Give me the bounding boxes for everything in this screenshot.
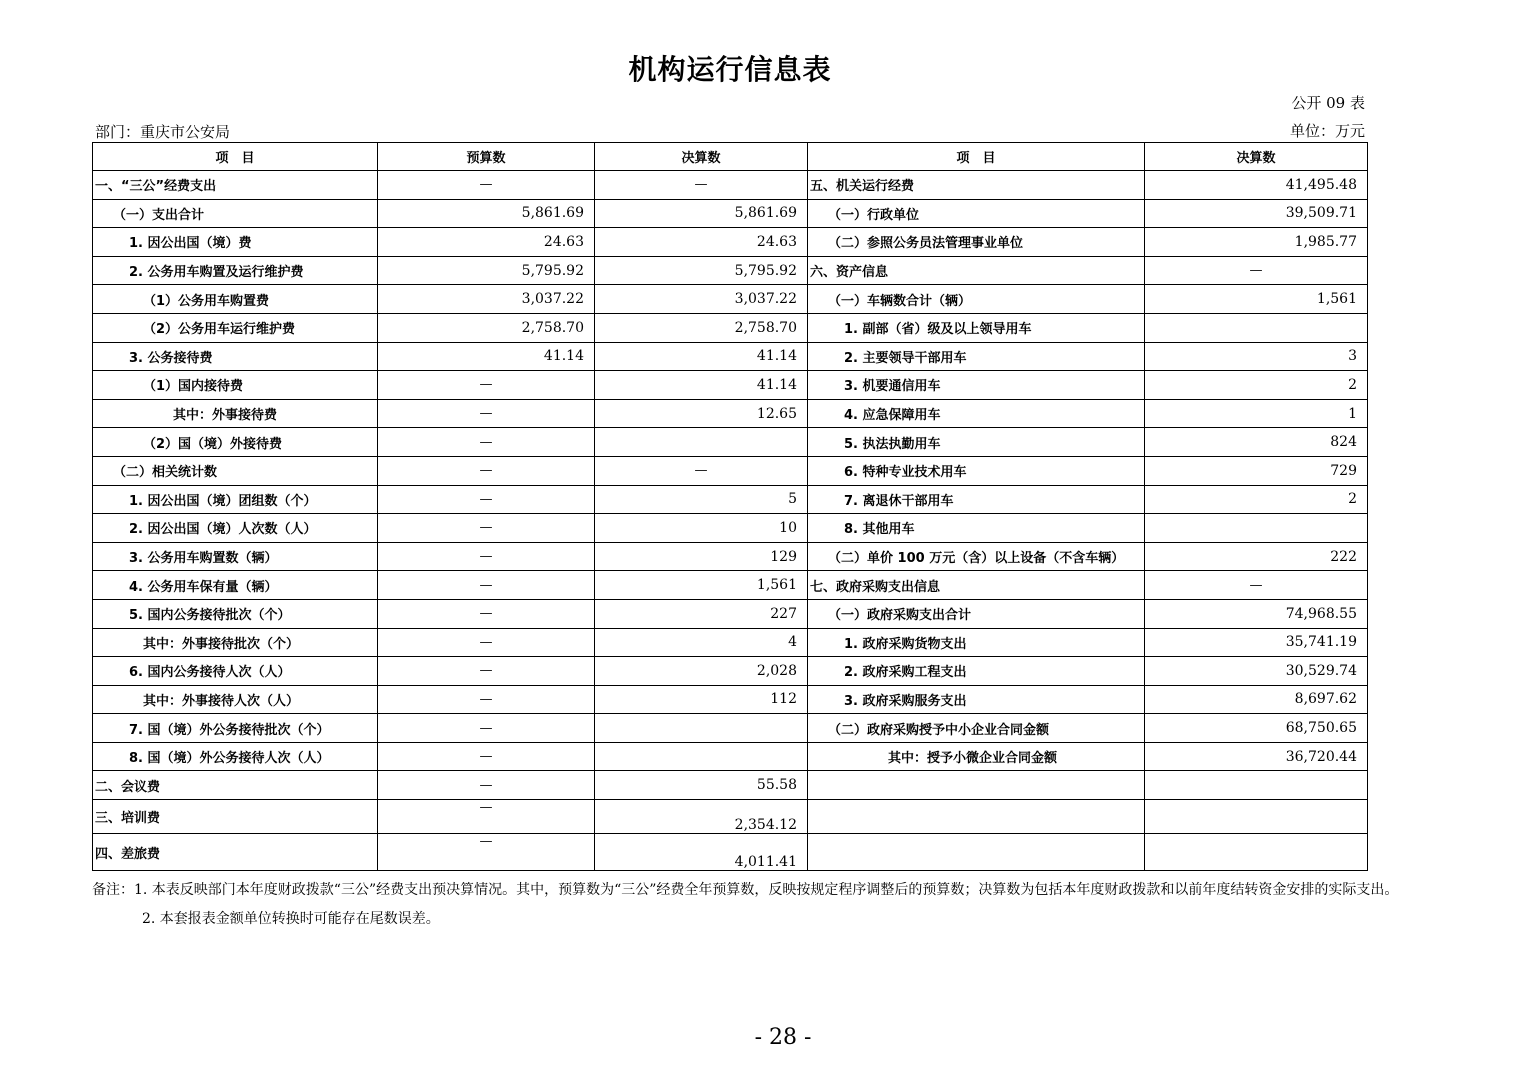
note-1: 备注：1. 本表反映部门本年度财政拨款“三公”经费支出预决算情况。其中，预算数为“三公”经费全年预算数，反映按规定程序调整后的预算数；决算数为包括本年度财政拨款和以前年度结转资金安排的实际支出。: [92, 882, 1399, 898]
right-final-cell: 74,968.55: [1145, 599, 1368, 628]
left-final-cell: 55.58: [595, 771, 808, 800]
table-row: [93, 657, 1368, 686]
left-budget-cell: —: [378, 514, 595, 543]
left-final-cell: [595, 742, 808, 771]
right-item-label: 七、政府采购支出信息: [808, 571, 1145, 600]
left-final-cell: 24.63: [595, 228, 808, 257]
left-budget-cell: —: [378, 542, 595, 571]
left-budget-cell: —: [378, 485, 595, 514]
left-budget-cell: —: [378, 456, 595, 485]
right-item-label: 2. 政府采购工程支出: [808, 657, 1145, 686]
page-number: - 28 -: [754, 1025, 812, 1050]
right-item-label: 六、资产信息: [808, 256, 1145, 285]
right-item-label: 1. 副部（省）级及以上领导用车: [808, 313, 1145, 342]
table-row: [93, 514, 1368, 543]
left-item-label: 3. 公务接待费: [93, 342, 378, 371]
table-row: [93, 485, 1368, 514]
right-final-cell: 68,750.65: [1145, 714, 1368, 743]
left-final-cell: 112: [595, 685, 808, 714]
right-final-cell: 1: [1145, 399, 1368, 428]
table-row: [93, 542, 1368, 571]
left-item-label: 其中：外事接待费: [93, 399, 378, 428]
table-row: [93, 714, 1368, 743]
right-final-cell: [1145, 771, 1368, 800]
left-budget-cell: —: [378, 371, 595, 400]
table-row: [93, 599, 1368, 628]
left-budget-cell: —: [378, 399, 595, 428]
right-item-label: 3. 政府采购服务支出: [808, 685, 1145, 714]
left-final-cell: 10: [595, 514, 808, 543]
right-item-label: 五、机关运行经费: [808, 171, 1145, 200]
left-final-cell: 2,758.70: [595, 313, 808, 342]
left-final-cell: [595, 428, 808, 457]
left-item-label: （2）国（境）外接待费: [93, 428, 378, 457]
left-final-cell: 227: [595, 599, 808, 628]
left-budget-cell: —: [378, 571, 595, 600]
left-item-label: 二、会议费: [93, 771, 378, 800]
right-item-label: [808, 834, 1145, 871]
table-row: [93, 399, 1368, 428]
right-item-label: 1. 政府采购货物支出: [808, 628, 1145, 657]
right-final-cell: [1145, 800, 1368, 834]
left-item-label: 四、差旅费: [93, 834, 378, 871]
table-row: [93, 285, 1368, 314]
right-item-label: 其中：授予小微企业合同金额: [808, 742, 1145, 771]
left-item-label: （2）公务用车运行维护费: [93, 313, 378, 342]
right-item-label: （一）政府采购支出合计: [808, 599, 1145, 628]
left-budget-cell: —: [378, 742, 595, 771]
left-item-label: 其中：外事接待人次（人）: [93, 685, 378, 714]
header-item: 项 目: [93, 143, 378, 171]
right-item-label: （一）车辆数合计（辆）: [808, 285, 1145, 314]
left-final-cell: —: [595, 456, 808, 485]
right-final-cell: 30,529.74: [1145, 657, 1368, 686]
right-final-cell: 824: [1145, 428, 1368, 457]
left-item-label: 4. 公务用车保有量（辆）: [93, 571, 378, 600]
header-budget: 预算数: [378, 143, 595, 171]
left-item-label: （一）支出合计: [93, 199, 378, 228]
header-final-right: 决算数: [1145, 143, 1368, 171]
left-final-cell: [595, 714, 808, 743]
left-budget-cell: 3,037.22: [378, 285, 595, 314]
left-final-cell: 129: [595, 542, 808, 571]
left-final-cell: 3,037.22: [595, 285, 808, 314]
left-budget-cell: 41.14: [378, 342, 595, 371]
table-row: [93, 342, 1368, 371]
left-budget-cell: —: [378, 171, 595, 200]
right-final-cell: 35,741.19: [1145, 628, 1368, 657]
right-final-cell: 3: [1145, 342, 1368, 371]
left-item-label: 一、“三公”经费支出: [93, 171, 378, 200]
right-final-cell: 36,720.44: [1145, 742, 1368, 771]
table-row: [93, 834, 1368, 871]
note-2: 2. 本套报表金额单位转换时可能存在尾数误差。: [142, 911, 440, 927]
right-final-cell: [1145, 313, 1368, 342]
left-final-cell: —: [595, 171, 808, 200]
right-final-cell: 1,561: [1145, 285, 1368, 314]
header-final: 决算数: [595, 143, 808, 171]
right-final-cell: 1,985.77: [1145, 228, 1368, 257]
left-item-label: 5. 国内公务接待批次（个）: [93, 599, 378, 628]
unit-label: 单位：万元: [1289, 122, 1365, 140]
right-final-cell: 222: [1145, 542, 1368, 571]
left-budget-cell: —: [378, 714, 595, 743]
left-item-label: （1）国内接待费: [93, 371, 378, 400]
right-item-label: 6. 特种专业技术用车: [808, 456, 1145, 485]
right-item-label: 3. 机要通信用车: [808, 371, 1145, 400]
left-budget-cell: 24.63: [378, 228, 595, 257]
table-row: [93, 199, 1368, 228]
right-final-cell: 2: [1145, 371, 1368, 400]
right-item-label: 7. 离退休干部用车: [808, 485, 1145, 514]
right-item-label: （一）行政单位: [808, 199, 1145, 228]
left-final-cell: 41.14: [595, 342, 808, 371]
right-final-cell: 2: [1145, 485, 1368, 514]
table-row: [93, 428, 1368, 457]
right-final-cell: [1145, 834, 1368, 871]
table-row: [93, 456, 1368, 485]
left-item-label: 7. 国（境）外公务接待批次（个）: [93, 714, 378, 743]
left-item-label: （二）相关统计数: [93, 456, 378, 485]
right-item-label: 5. 执法执勤用车: [808, 428, 1145, 457]
left-budget-cell: 5,795.92: [378, 256, 595, 285]
table-row: [93, 256, 1368, 285]
table-row: [93, 771, 1368, 800]
right-item-label: [808, 771, 1145, 800]
left-item-label: 三、培训费: [93, 800, 378, 834]
table-row: [93, 628, 1368, 657]
table-row: [93, 228, 1368, 257]
left-item-label: 1. 因公出国（境）费: [93, 228, 378, 257]
form-number: 公开 09 表: [1291, 94, 1365, 112]
info-table: [92, 142, 1368, 871]
left-budget-cell: 2,758.70: [378, 313, 595, 342]
page-title: 机构运行信息表: [628, 53, 832, 86]
left-item-label: （1）公务用车购置费: [93, 285, 378, 314]
left-budget-cell: —: [378, 800, 595, 834]
table-row: [93, 800, 1368, 834]
left-final-cell: 12.65: [595, 399, 808, 428]
left-item-label: 3. 公务用车购置数（辆）: [93, 542, 378, 571]
right-item-label: （二）单价 100 万元（含）以上设备（不含车辆）: [808, 542, 1145, 571]
left-final-cell: 2,354.12: [595, 800, 808, 834]
right-item-label: （二）政府采购授予中小企业合同金额: [808, 714, 1145, 743]
left-budget-cell: —: [378, 685, 595, 714]
left-final-cell: 4,011.41: [595, 834, 808, 871]
left-final-cell: 1,561: [595, 571, 808, 600]
left-final-cell: 41.14: [595, 371, 808, 400]
table-row: [93, 313, 1368, 342]
table-row: [93, 685, 1368, 714]
left-final-cell: 5: [595, 485, 808, 514]
table-row: [93, 742, 1368, 771]
left-budget-cell: —: [378, 771, 595, 800]
notes: [92, 876, 1487, 934]
left-final-cell: 5,861.69: [595, 199, 808, 228]
left-budget-cell: —: [378, 599, 595, 628]
right-item-label: [808, 800, 1145, 834]
left-item-label: 2. 公务用车购置及运行维护费: [93, 256, 378, 285]
right-final-cell: 8,697.62: [1145, 685, 1368, 714]
left-final-cell: 5,795.92: [595, 256, 808, 285]
table-row: [93, 371, 1368, 400]
table-header-row: [93, 143, 1368, 171]
right-item-label: 4. 应急保障用车: [808, 399, 1145, 428]
left-budget-cell: —: [378, 628, 595, 657]
right-final-cell: 39,509.71: [1145, 199, 1368, 228]
table-row: [93, 171, 1368, 200]
right-final-cell: 729: [1145, 456, 1368, 485]
left-budget-cell: —: [378, 428, 595, 457]
table-row: [93, 571, 1368, 600]
left-final-cell: 4: [595, 628, 808, 657]
left-item-label: 其中：外事接待批次（个）: [93, 628, 378, 657]
left-budget-cell: —: [378, 834, 595, 871]
right-final-cell: [1145, 514, 1368, 543]
left-item-label: 6. 国内公务接待人次（人）: [93, 657, 378, 686]
right-item-label: （二）参照公务员法管理事业单位: [808, 228, 1145, 257]
left-item-label: 1. 因公出国（境）团组数（个）: [93, 485, 378, 514]
left-item-label: 8. 国（境）外公务接待人次（人）: [93, 742, 378, 771]
left-budget-cell: —: [378, 657, 595, 686]
header-item-right: 项 目: [808, 143, 1145, 171]
right-final-cell: 41,495.48: [1145, 171, 1368, 200]
right-item-label: 8. 其他用车: [808, 514, 1145, 543]
right-final-cell: —: [1145, 571, 1368, 600]
right-final-cell: —: [1145, 256, 1368, 285]
left-item-label: 2. 因公出国（境）人次数（人）: [93, 514, 378, 543]
left-final-cell: 2,028: [595, 657, 808, 686]
left-budget-cell: 5,861.69: [378, 199, 595, 228]
department-label: 部门：重庆市公安局: [95, 123, 231, 141]
right-item-label: 2. 主要领导干部用车: [808, 342, 1145, 371]
